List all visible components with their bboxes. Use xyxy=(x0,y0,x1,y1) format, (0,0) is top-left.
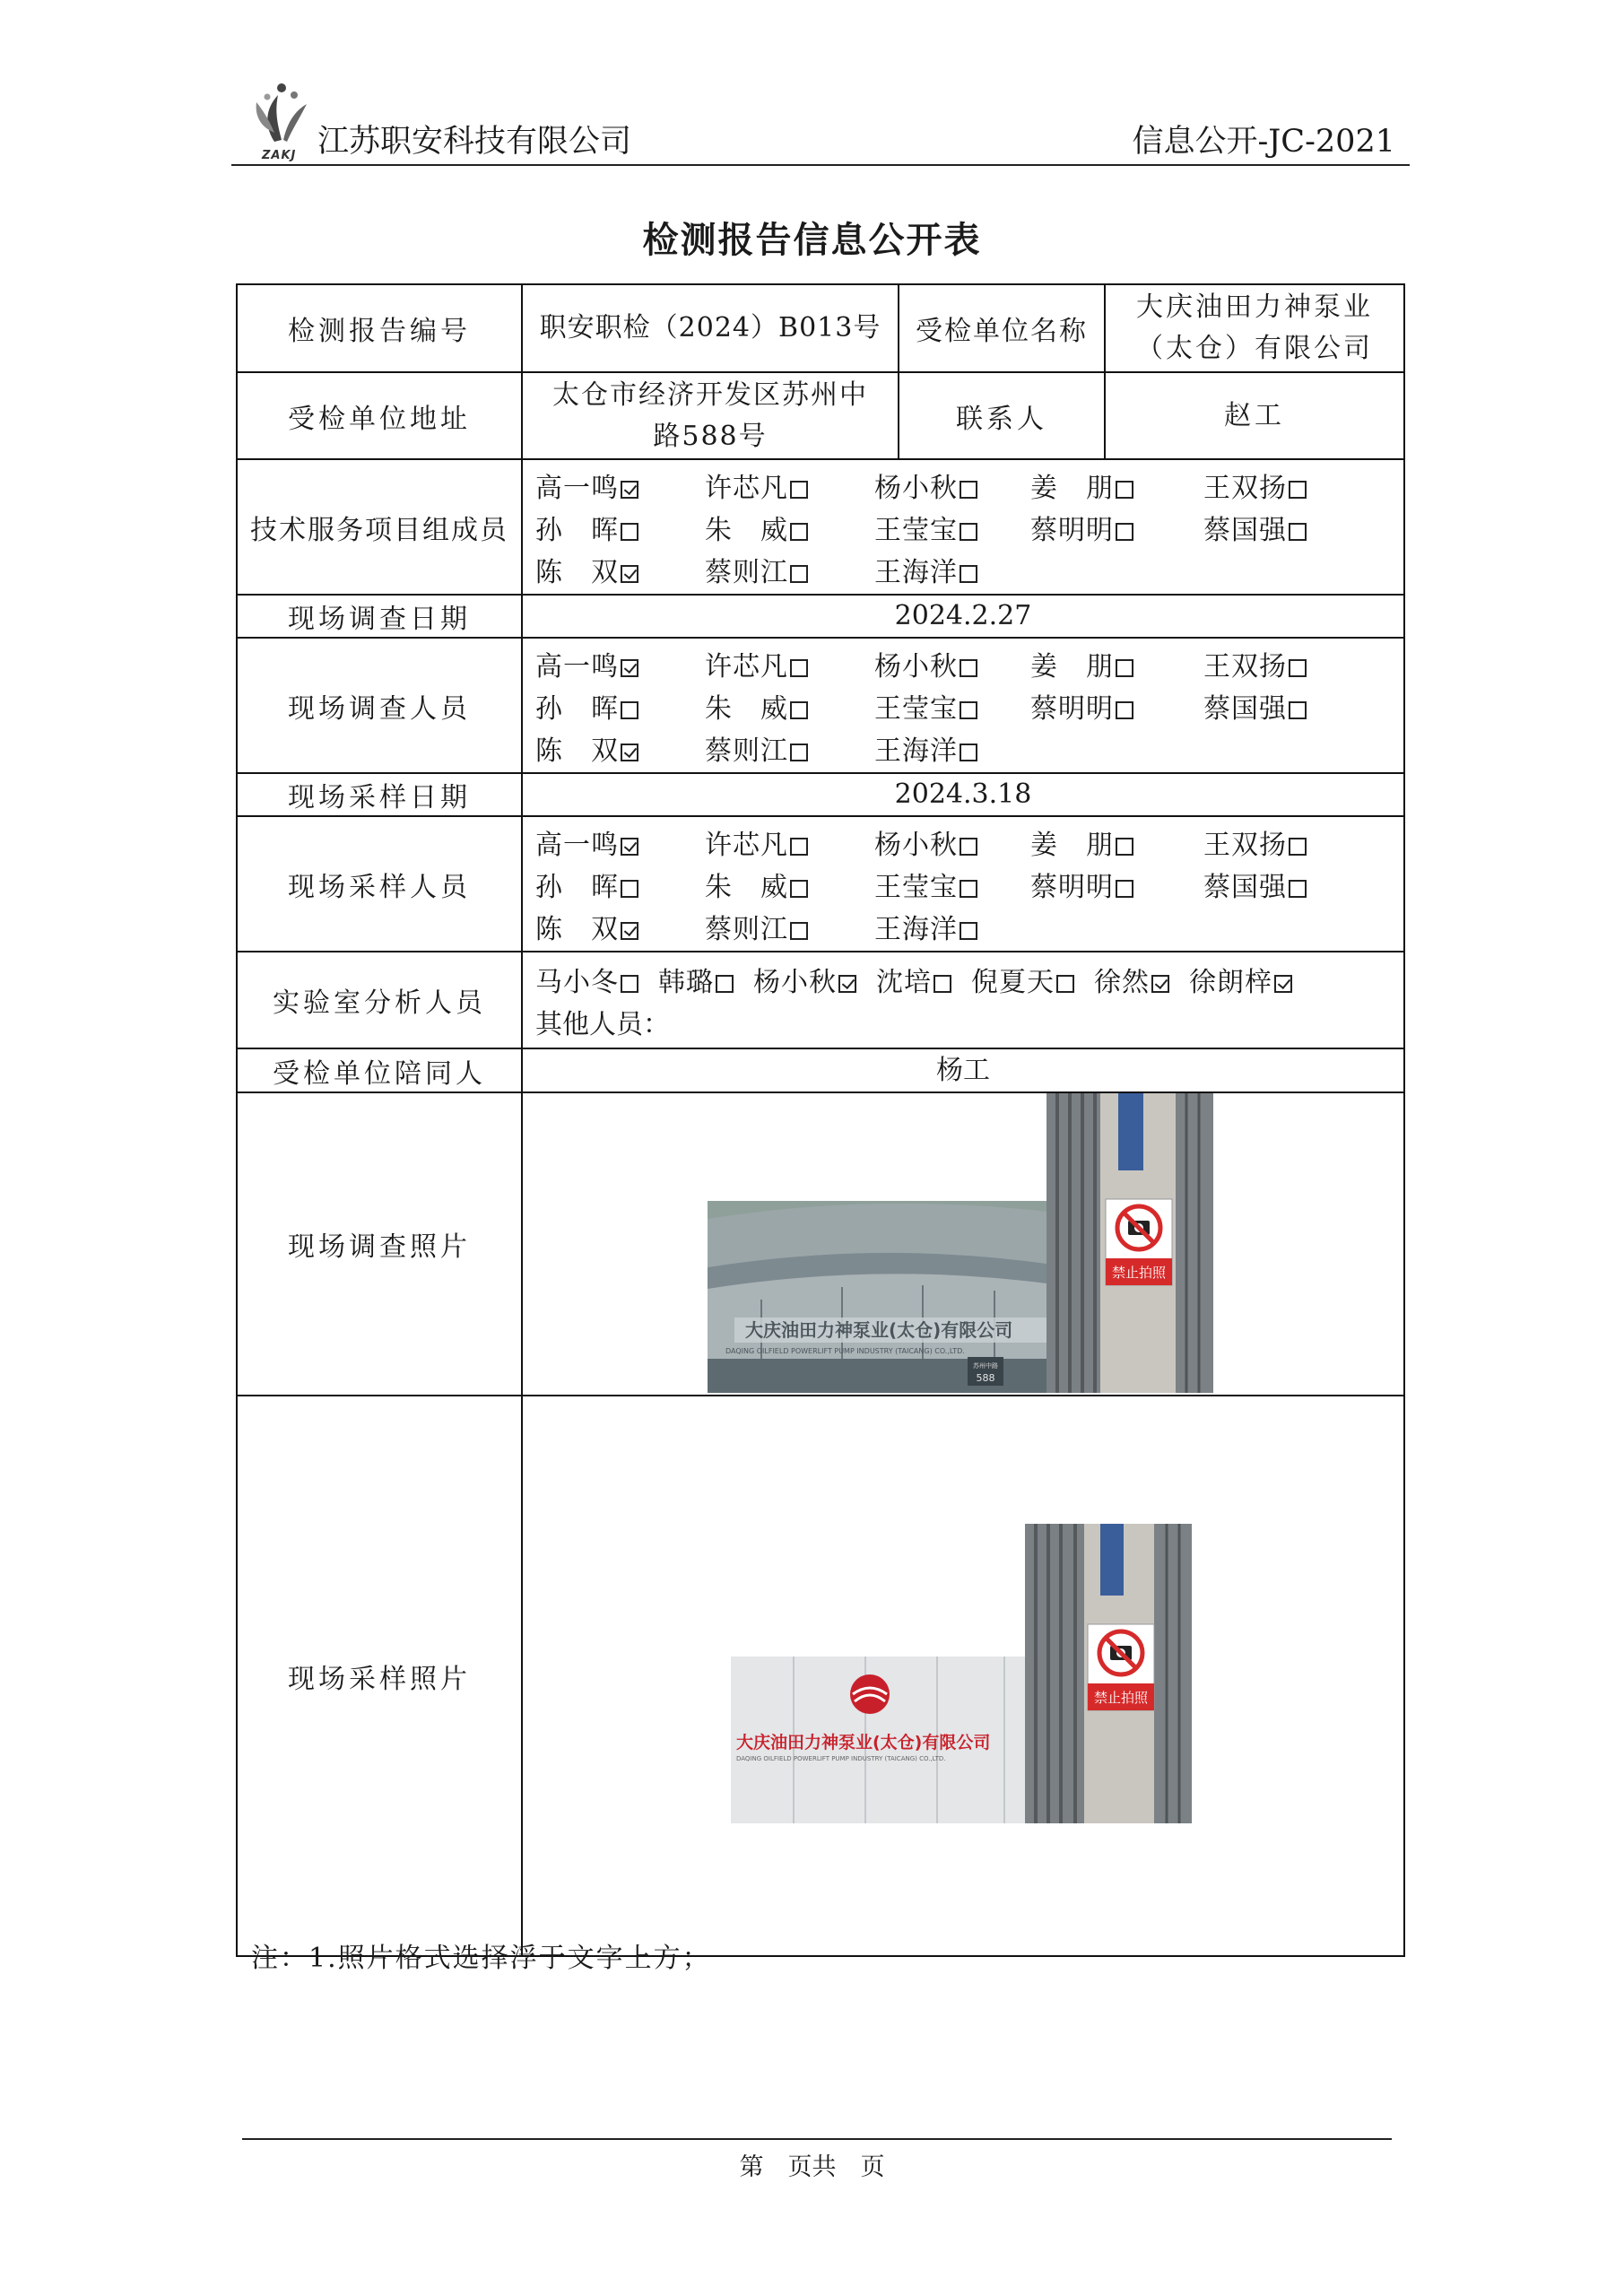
unchecked-checkbox-icon[interactable] xyxy=(960,922,977,940)
staff-name: 蔡国强 xyxy=(1203,514,1287,546)
project-team-label: 技术服务项目组成员 xyxy=(237,459,522,595)
staff-row xyxy=(535,642,1403,684)
table-row xyxy=(237,773,1404,816)
unchecked-checkbox-icon[interactable] xyxy=(790,565,808,583)
staff-member xyxy=(705,907,874,946)
staff-member xyxy=(874,550,1030,589)
table-row xyxy=(237,1092,1404,1396)
survey-no-photo-sign-photo xyxy=(1046,1093,1213,1393)
unchecked-checkbox-icon[interactable] xyxy=(960,744,977,761)
survey-date-value: 2024.2.27 xyxy=(522,595,1404,638)
page-title: 检测报告信息公开表 xyxy=(642,220,982,261)
staff-name: 高一鸣 xyxy=(535,650,619,683)
staff-name: 徐朗梓 xyxy=(1189,966,1272,998)
unit-name-value: 大庆油田力神泵业（太仓）有限公司 xyxy=(1105,284,1404,372)
staff-name: 许芯凡 xyxy=(705,472,788,504)
sampling-date-value: 2024.3.18 xyxy=(522,773,1404,816)
staff-name: 杨小秋 xyxy=(874,472,958,504)
staff-member xyxy=(1030,686,1203,726)
table-row xyxy=(237,638,1404,773)
staff-member xyxy=(535,644,705,683)
staff-name: 王海洋 xyxy=(874,913,958,945)
table-row xyxy=(237,1048,1404,1092)
staff-member xyxy=(1030,508,1203,547)
checked-checkbox-icon[interactable] xyxy=(621,838,638,856)
staff-row xyxy=(535,821,1403,863)
sampling-staff-label: 现场采样人员 xyxy=(237,816,522,952)
staff-name: 蔡则江 xyxy=(705,735,788,767)
staff-member xyxy=(971,960,1074,999)
sampling-wall-sign-photo xyxy=(731,1657,1025,1823)
leaf-logo-icon xyxy=(248,79,312,151)
staff-name: 王双扬 xyxy=(1203,472,1287,504)
staff-name: 朱 威 xyxy=(705,514,788,546)
survey-date-label: 现场调查日期 xyxy=(237,595,522,638)
checked-checkbox-icon[interactable] xyxy=(838,975,856,993)
staff-member xyxy=(753,960,856,999)
staff-member xyxy=(1030,465,1203,505)
wall-sign-en-text: DAQING OILFIELD POWERLIFT PUMP INDUSTRY (TAICANG) CO.,LTD. xyxy=(736,1755,946,1762)
staff-name: 陈 双 xyxy=(535,556,619,588)
unchecked-checkbox-icon[interactable] xyxy=(1116,838,1133,856)
unchecked-checkbox-icon[interactable] xyxy=(1289,481,1307,499)
staff-member xyxy=(705,644,874,683)
staff-row xyxy=(535,684,1403,726)
unchecked-checkbox-icon[interactable] xyxy=(790,523,808,541)
staff-name: 许芯凡 xyxy=(705,829,788,861)
staff-name: 姜 朋 xyxy=(1030,472,1114,504)
unchecked-checkbox-icon[interactable] xyxy=(1056,975,1074,993)
staff-name: 孙 晖 xyxy=(535,514,619,546)
unchecked-checkbox-icon[interactable] xyxy=(1289,701,1307,719)
lab-staff-row xyxy=(535,958,1403,1000)
staff-row xyxy=(535,905,1403,947)
escort-value: 杨工 xyxy=(522,1048,1404,1092)
staff-name: 徐然 xyxy=(1094,966,1150,998)
staff-name: 沈培 xyxy=(876,966,932,998)
staff-member xyxy=(705,686,874,726)
staff-member xyxy=(535,550,705,589)
unchecked-checkbox-icon[interactable] xyxy=(1116,880,1133,898)
escort-label: 受检单位陪同人 xyxy=(237,1048,522,1092)
checked-checkbox-icon[interactable] xyxy=(1151,975,1169,993)
unchecked-checkbox-icon[interactable] xyxy=(790,880,808,898)
sampling-photos-label: 现场采样照片 xyxy=(237,1396,522,1956)
address-label: 受检单位地址 xyxy=(237,372,522,459)
survey-staff-label: 现场调查人员 xyxy=(237,638,522,773)
unchecked-checkbox-icon[interactable] xyxy=(960,481,977,499)
staff-name: 王莹宝 xyxy=(874,871,958,903)
no-photo-sign-text: 禁止拍照 xyxy=(1111,1265,1167,1281)
staff-name: 王海洋 xyxy=(874,735,958,767)
staff-name: 王海洋 xyxy=(874,556,958,588)
building-sign-en-text: DAQING OILFIELD POWERLIFT PUMP INDUSTRY (TAICANG) CO.,LTD. xyxy=(725,1347,965,1355)
unchecked-checkbox-icon[interactable] xyxy=(960,523,977,541)
staff-name: 蔡明明 xyxy=(1030,871,1114,903)
staff-member xyxy=(658,960,734,999)
staff-name: 姜 朋 xyxy=(1030,829,1114,861)
unchecked-checkbox-icon[interactable] xyxy=(960,659,977,677)
unchecked-checkbox-icon[interactable] xyxy=(1289,659,1307,677)
header-divider xyxy=(231,164,1410,166)
table-row xyxy=(237,816,1404,952)
checked-checkbox-icon[interactable] xyxy=(621,565,638,583)
staff-name: 王莹宝 xyxy=(874,692,958,725)
table-row xyxy=(237,284,1404,372)
unchecked-checkbox-icon[interactable] xyxy=(790,838,808,856)
unchecked-checkbox-icon[interactable] xyxy=(790,659,808,677)
company-name: 江苏职安科技有限公司 xyxy=(317,124,632,160)
staff-member xyxy=(705,508,874,547)
staff-member xyxy=(535,865,705,904)
staff-member xyxy=(876,960,951,999)
staff-member xyxy=(1203,465,1373,505)
staff-name: 杨小秋 xyxy=(874,829,958,861)
staff-name: 孙 晖 xyxy=(535,692,619,725)
staff-member xyxy=(1203,686,1373,726)
building-plaque-text: 苏州中路 xyxy=(973,1362,998,1370)
unchecked-checkbox-icon[interactable] xyxy=(1289,523,1307,541)
staff-name: 孙 晖 xyxy=(535,871,619,903)
unit-name-label: 受检单位名称 xyxy=(899,284,1105,372)
staff-row xyxy=(535,548,1403,590)
staff-name: 高一鸣 xyxy=(535,472,619,504)
unchecked-checkbox-icon[interactable] xyxy=(790,481,808,499)
staff-member xyxy=(874,644,1030,683)
staff-member xyxy=(535,728,705,768)
staff-member xyxy=(705,550,874,589)
survey-photos-cell xyxy=(522,1092,1404,1396)
sampling-photos-cell xyxy=(522,1396,1404,1956)
table-row xyxy=(237,459,1404,595)
staff-member xyxy=(1030,865,1203,904)
footnote: 注：1.照片格式选择浮于文字上方； xyxy=(251,1943,711,1974)
staff-name: 蔡国强 xyxy=(1203,692,1287,725)
staff-member xyxy=(705,465,874,505)
staff-name: 韩璐 xyxy=(658,966,714,998)
address-value: 太仓市经济开发区苏州中路588号 xyxy=(522,372,899,459)
unchecked-checkbox-icon[interactable] xyxy=(1116,659,1133,677)
checked-checkbox-icon[interactable] xyxy=(1274,975,1292,993)
staff-name: 蔡则江 xyxy=(705,556,788,588)
page-footer: 第 页共 页 xyxy=(739,2153,885,2181)
staff-member xyxy=(705,865,874,904)
sampling-date-label: 现场采样日期 xyxy=(237,773,522,816)
staff-name: 陈 双 xyxy=(535,913,619,945)
report-no-value: 职安职检（2024）B013号 xyxy=(522,284,899,372)
building-sign-text: 大庆油田力神泵业(太仓)有限公司 xyxy=(745,1319,1013,1341)
checked-checkbox-icon[interactable] xyxy=(621,922,638,940)
no-photo-sign-text: 禁止拍照 xyxy=(1093,1690,1149,1706)
staff-name: 蔡明明 xyxy=(1030,692,1114,725)
staff-name: 许芯凡 xyxy=(705,650,788,683)
table-row xyxy=(237,952,1404,1048)
staff-member xyxy=(705,728,874,768)
logo-text: ZAKJ xyxy=(262,149,297,162)
staff-name: 蔡国强 xyxy=(1203,871,1287,903)
unchecked-checkbox-icon[interactable] xyxy=(960,565,977,583)
staff-member xyxy=(535,907,705,946)
staff-row xyxy=(535,863,1403,905)
staff-name: 王双扬 xyxy=(1203,650,1287,683)
staff-name: 姜 朋 xyxy=(1030,650,1114,683)
staff-member xyxy=(535,686,705,726)
unchecked-checkbox-icon[interactable] xyxy=(934,975,951,993)
table-row xyxy=(237,1396,1404,1956)
staff-member xyxy=(1189,960,1292,999)
staff-member xyxy=(1030,644,1203,683)
table-row xyxy=(237,372,1404,459)
unchecked-checkbox-icon[interactable] xyxy=(790,922,808,940)
survey-staff-members xyxy=(522,638,1404,773)
unchecked-checkbox-icon[interactable] xyxy=(621,701,638,719)
staff-member xyxy=(705,822,874,862)
unchecked-checkbox-icon[interactable] xyxy=(960,838,977,856)
staff-member xyxy=(1030,822,1203,862)
company-logo xyxy=(248,79,312,161)
unchecked-checkbox-icon[interactable] xyxy=(1116,523,1133,541)
staff-member xyxy=(535,960,638,999)
contact-label: 联系人 xyxy=(899,372,1105,459)
document-number: 信息公开-JC-2021 xyxy=(1132,124,1395,160)
building-plaque-number: 588 xyxy=(976,1372,995,1384)
staff-member xyxy=(874,686,1030,726)
unchecked-checkbox-icon[interactable] xyxy=(1116,701,1133,719)
footer-divider xyxy=(242,2138,1392,2140)
unchecked-checkbox-icon[interactable] xyxy=(716,975,734,993)
sampling-no-photo-sign-photo xyxy=(1025,1524,1192,1823)
staff-row xyxy=(535,506,1403,548)
staff-name: 马小冬 xyxy=(535,966,619,998)
staff-row xyxy=(535,726,1403,769)
survey-photos-label: 现场调查照片 xyxy=(237,1092,522,1396)
staff-name: 朱 威 xyxy=(705,692,788,725)
staff-member xyxy=(874,508,1030,547)
page-header xyxy=(235,70,1406,163)
staff-name: 王莹宝 xyxy=(874,514,958,546)
project-team-members xyxy=(522,459,1404,595)
unchecked-checkbox-icon[interactable] xyxy=(621,523,638,541)
lab-other-staff: 其他人员： xyxy=(535,1008,670,1040)
unchecked-checkbox-icon[interactable] xyxy=(1289,880,1307,898)
staff-name: 杨小秋 xyxy=(753,966,837,998)
unchecked-checkbox-icon[interactable] xyxy=(960,701,977,719)
checked-checkbox-icon[interactable] xyxy=(621,659,638,677)
staff-member xyxy=(1203,822,1373,862)
lab-staff-members xyxy=(522,952,1404,1048)
staff-member xyxy=(874,728,1030,768)
staff-name: 倪夏天 xyxy=(971,966,1055,998)
checked-checkbox-icon[interactable] xyxy=(621,744,638,761)
unchecked-checkbox-icon[interactable] xyxy=(790,701,808,719)
unchecked-checkbox-icon[interactable] xyxy=(1116,481,1133,499)
info-table xyxy=(236,283,1405,1957)
staff-member xyxy=(535,822,705,862)
staff-member xyxy=(535,465,705,505)
staff-name: 杨小秋 xyxy=(874,650,958,683)
staff-member xyxy=(874,907,1030,946)
unchecked-checkbox-icon[interactable] xyxy=(621,975,638,993)
staff-member xyxy=(874,822,1030,862)
staff-name: 王双扬 xyxy=(1203,829,1287,861)
unchecked-checkbox-icon[interactable] xyxy=(621,880,638,898)
staff-name: 陈 双 xyxy=(535,735,619,767)
sampling-staff-members xyxy=(522,816,1404,952)
survey-building-photo xyxy=(708,1201,1046,1393)
staff-member xyxy=(1094,960,1169,999)
unchecked-checkbox-icon[interactable] xyxy=(1289,838,1307,856)
staff-member xyxy=(1203,644,1373,683)
staff-member xyxy=(1203,508,1373,547)
staff-name: 蔡则江 xyxy=(705,913,788,945)
staff-name: 朱 威 xyxy=(705,871,788,903)
staff-member xyxy=(535,508,705,547)
table-row xyxy=(237,595,1404,638)
lab-staff-label: 实验室分析人员 xyxy=(237,952,522,1048)
unchecked-checkbox-icon[interactable] xyxy=(790,744,808,761)
contact-value: 赵工 xyxy=(1105,372,1404,459)
staff-row xyxy=(535,464,1403,506)
wall-sign-text: 大庆油田力神泵业(太仓)有限公司 xyxy=(736,1733,991,1752)
report-no-label: 检测报告编号 xyxy=(237,284,522,372)
unchecked-checkbox-icon[interactable] xyxy=(960,880,977,898)
staff-member xyxy=(874,865,1030,904)
staff-name: 蔡明明 xyxy=(1030,514,1114,546)
checked-checkbox-icon[interactable] xyxy=(621,481,638,499)
staff-member xyxy=(1203,865,1373,904)
staff-member xyxy=(874,465,1030,505)
staff-name: 高一鸣 xyxy=(535,829,619,861)
